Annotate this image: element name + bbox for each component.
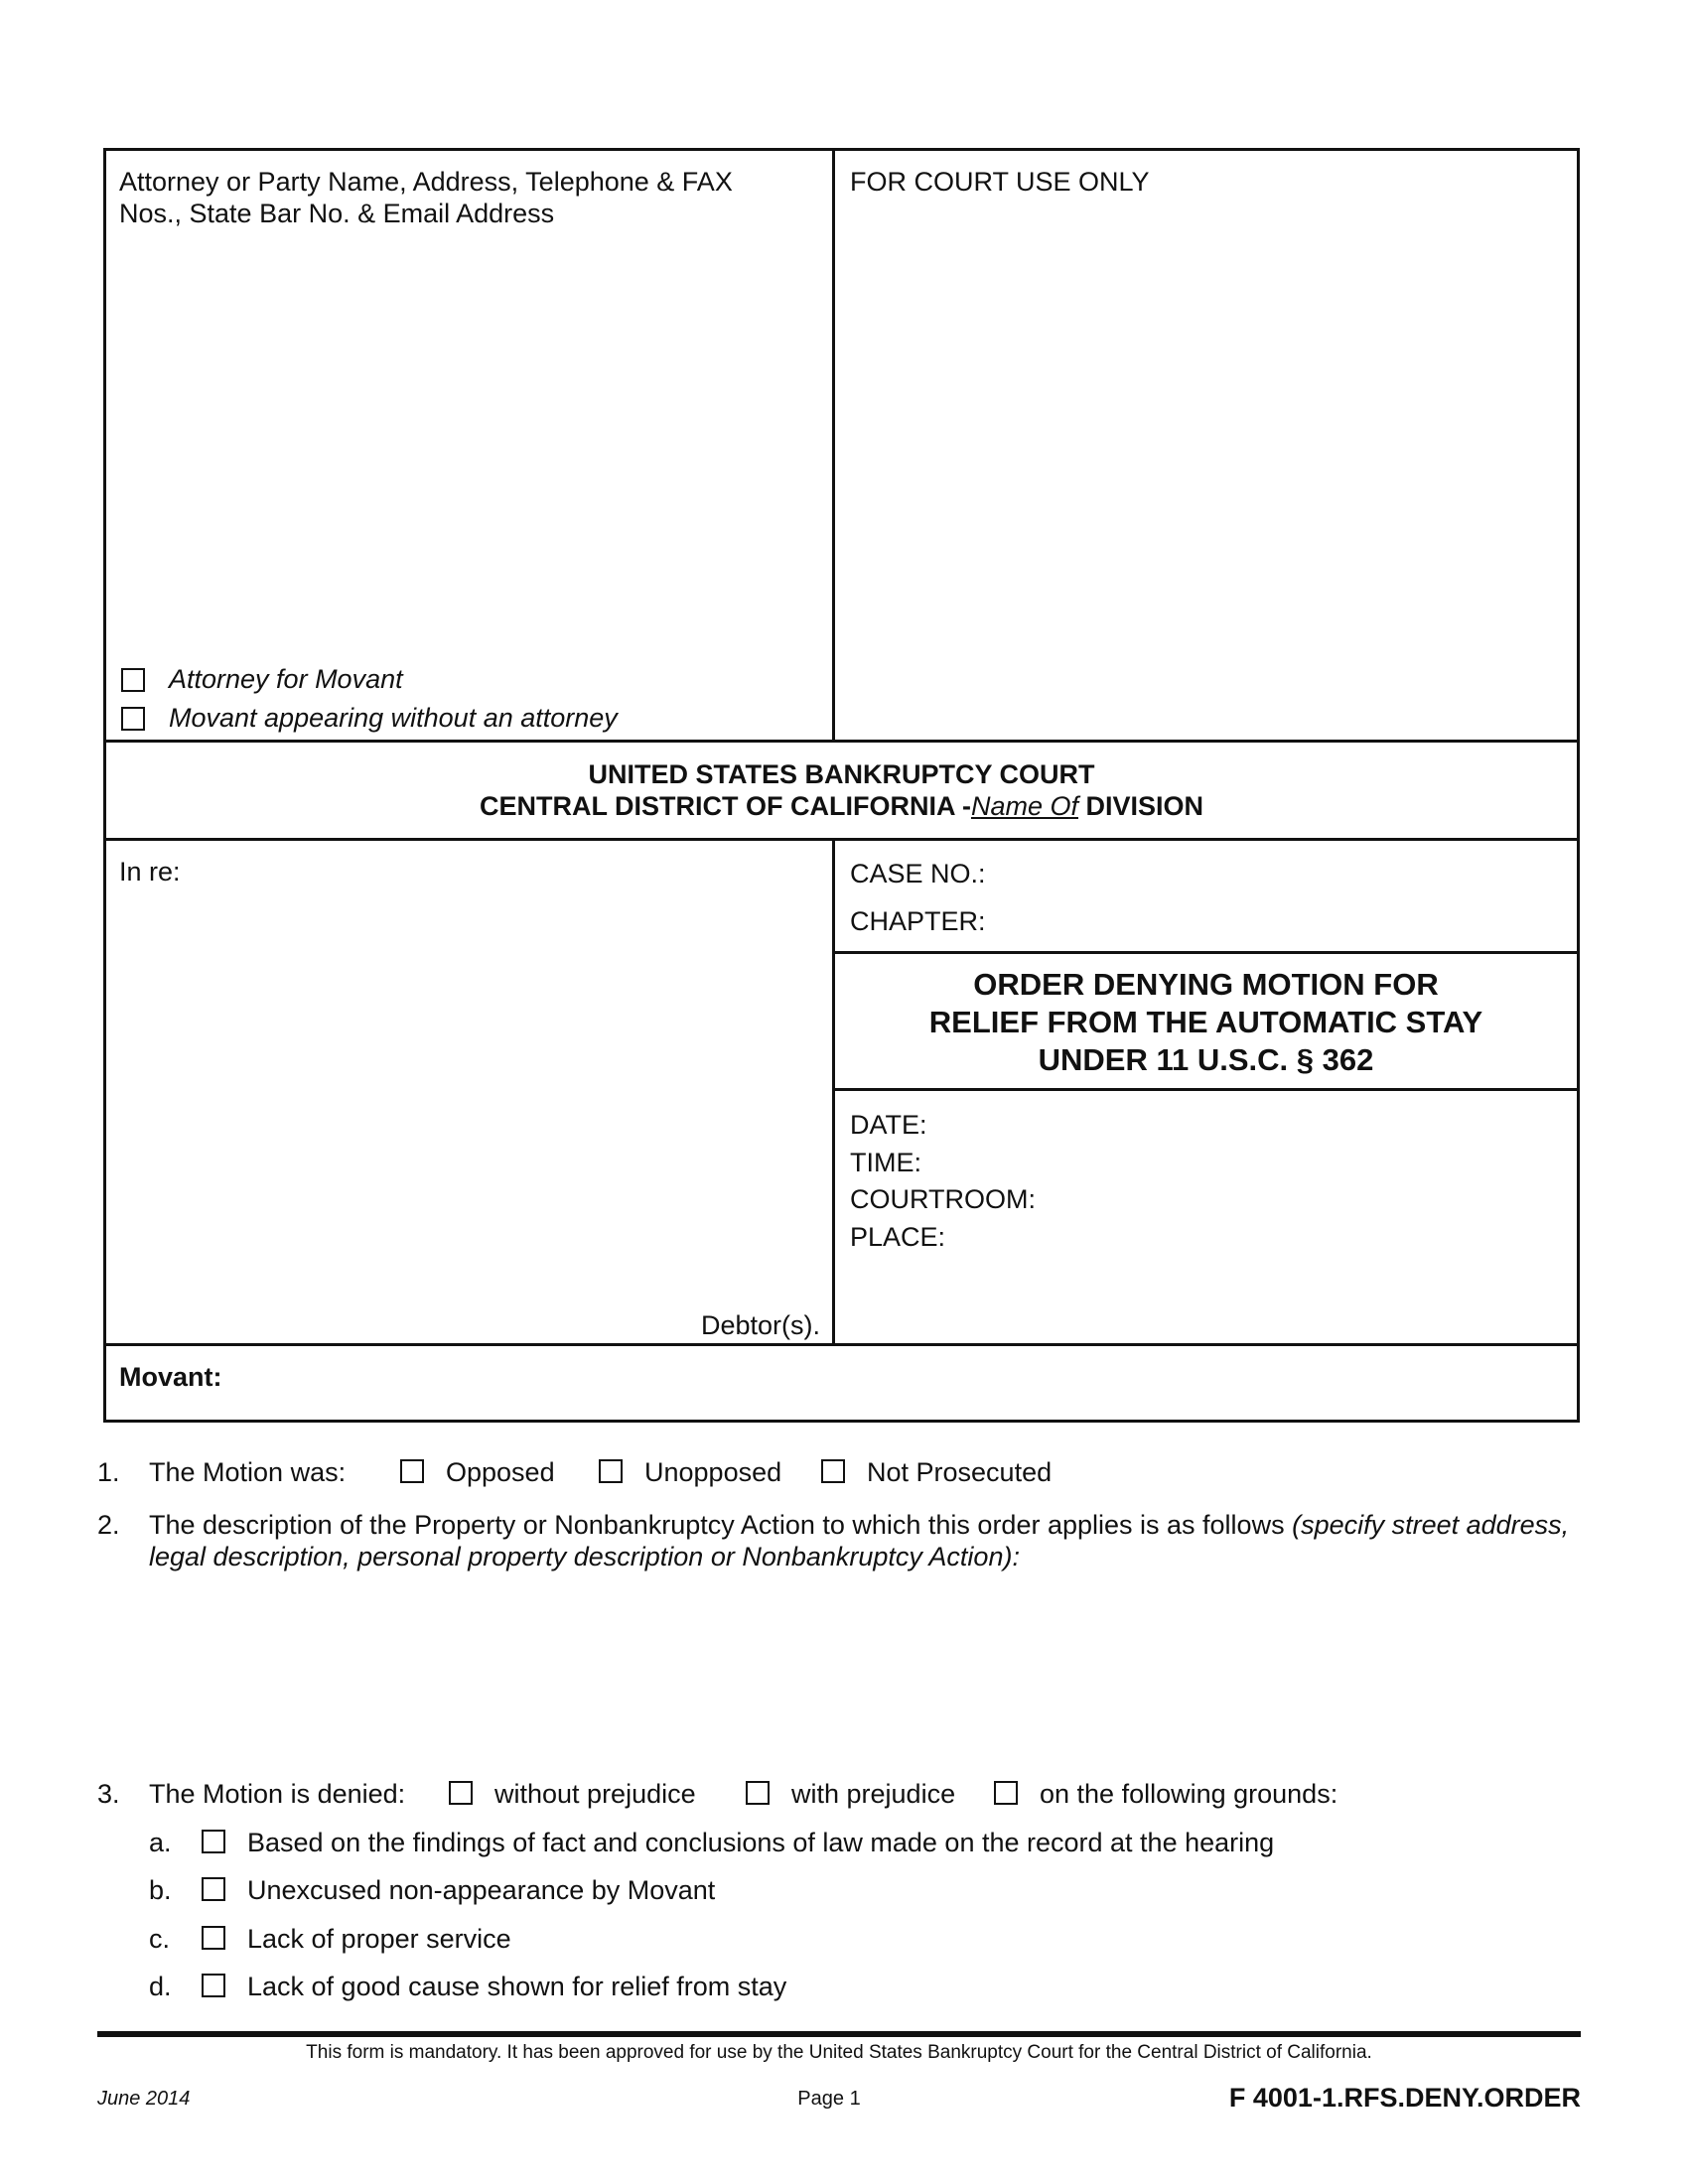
footer-rule	[97, 2031, 1581, 2037]
movant-without-attorney-label: Movant appearing without an attorney	[169, 703, 618, 733]
order-title-line3: UNDER 11 U.S.C. § 362	[1038, 1042, 1374, 1077]
order-title-line1: ORDER DENYING MOTION FOR	[973, 967, 1439, 1002]
divider-court-top	[103, 740, 1580, 743]
movant-label: Movant:	[119, 1362, 222, 1392]
with-prejudice-label: with prejudice	[791, 1779, 956, 1809]
ground-b-checkbox[interactable]	[202, 1877, 225, 1901]
ground-b-letter: b.	[149, 1875, 172, 1905]
divider-chapter	[832, 951, 1580, 954]
opposed-checkbox[interactable]	[400, 1459, 424, 1483]
divider-vertical-top	[832, 148, 835, 743]
ground-d-checkbox[interactable]	[202, 1974, 225, 1997]
ground-a-label: Based on the findings of fact and conclusions of law made on the record at the hearing	[247, 1828, 1275, 1857]
court-name-line2	[106, 790, 1577, 822]
item2-number: 2.	[97, 1510, 120, 1540]
unopposed-checkbox[interactable]	[599, 1459, 623, 1483]
hearing-time-label: TIME:	[850, 1148, 921, 1177]
item2-line1	[149, 1509, 1569, 1541]
chapter-label: CHAPTER:	[850, 906, 986, 936]
attorney-label-line2: Nos., State Bar No. & Email Address	[119, 199, 555, 228]
ground-c-checkbox[interactable]	[202, 1926, 225, 1950]
case-no-label: CASE NO.:	[850, 859, 986, 888]
order-title-line2: RELIEF FROM THE AUTOMATIC STAY	[928, 1005, 1483, 1039]
item2-italic-1: (specify street address,	[1292, 1510, 1570, 1540]
attorney-label-line1: Attorney or Party Name, Address, Telephone & FAX	[119, 167, 733, 197]
box-right-border	[1577, 148, 1580, 1423]
box-top-border	[103, 148, 1580, 151]
order-title	[835, 966, 1577, 1079]
ground-b-label: Unexcused non-appearance by Movant	[247, 1875, 716, 1905]
in-re-label: In re:	[119, 857, 181, 887]
item2-text: The description of the Property or Nonbankruptcy Action to which this order applies is as follows	[149, 1510, 1293, 1540]
ground-d-label: Lack of good cause shown for relief from stay	[247, 1972, 787, 2001]
court-use-label: FOR COURT USE ONLY	[850, 167, 1150, 197]
footer-form-id: F 4001-1.RFS.DENY.ORDER	[1228, 2083, 1581, 2113]
property-description-field[interactable]	[149, 1580, 1569, 1739]
item1-number: 1.	[97, 1457, 120, 1487]
hearing-place-label: PLACE:	[850, 1222, 946, 1252]
hearing-courtroom-label: COURTROOM:	[850, 1184, 1036, 1214]
movant-without-attorney-checkbox[interactable]	[121, 707, 145, 731]
footer-notice: This form is mandatory. It has been approved for use by the United States Bankruptcy Court for the Central District of California.	[306, 2042, 1372, 2063]
ground-a-letter: a.	[149, 1828, 172, 1857]
ground-a-checkbox[interactable]	[202, 1830, 225, 1853]
not-prosecuted-label: Not Prosecuted	[867, 1457, 1053, 1487]
attorney-for-movant-label: Attorney for Movant	[169, 664, 403, 694]
ground-c-letter: c.	[149, 1924, 171, 1954]
without-prejudice-label: without prejudice	[494, 1779, 696, 1809]
opposed-label: Opposed	[446, 1457, 555, 1487]
hearing-date-label: DATE:	[850, 1110, 927, 1140]
court-name-line1: UNITED STATES BANKRUPTCY COURT	[588, 759, 1095, 789]
not-prosecuted-checkbox[interactable]	[821, 1459, 845, 1483]
debtors-label: Debtor(s).	[701, 1310, 821, 1340]
court-district: CENTRAL DISTRICT OF CALIFORNIA -	[479, 791, 971, 821]
court-division-suffix: DIVISION	[1077, 791, 1204, 821]
divider-movant	[103, 1343, 1580, 1346]
following-grounds-label: on the following grounds:	[1040, 1779, 1338, 1809]
following-grounds-checkbox[interactable]	[994, 1781, 1018, 1805]
ground-d-letter: d.	[149, 1972, 172, 2001]
item3-number: 3.	[97, 1779, 120, 1809]
divider-title	[832, 1088, 1580, 1091]
item2-italic-2: legal description, personal property description or Nonbankruptcy Action):	[149, 1542, 1020, 1571]
item3-text: The Motion is denied:	[149, 1779, 406, 1809]
divider-vertical-middle	[832, 838, 835, 1346]
divider-court-bottom	[103, 838, 1580, 841]
ground-c-label: Lack of proper service	[247, 1924, 511, 1954]
footer-date: June 2014	[97, 2088, 191, 2110]
attorney-for-movant-checkbox[interactable]	[121, 668, 145, 692]
division-name-field[interactable]: Name Of	[970, 791, 1078, 821]
with-prejudice-checkbox[interactable]	[746, 1781, 770, 1805]
unopposed-label: Unopposed	[644, 1457, 782, 1487]
box-bottom-border	[103, 1420, 1580, 1423]
without-prejudice-checkbox[interactable]	[449, 1781, 473, 1805]
footer-page-number: Page 1	[797, 2088, 861, 2110]
item1-text: The Motion was:	[149, 1457, 347, 1487]
